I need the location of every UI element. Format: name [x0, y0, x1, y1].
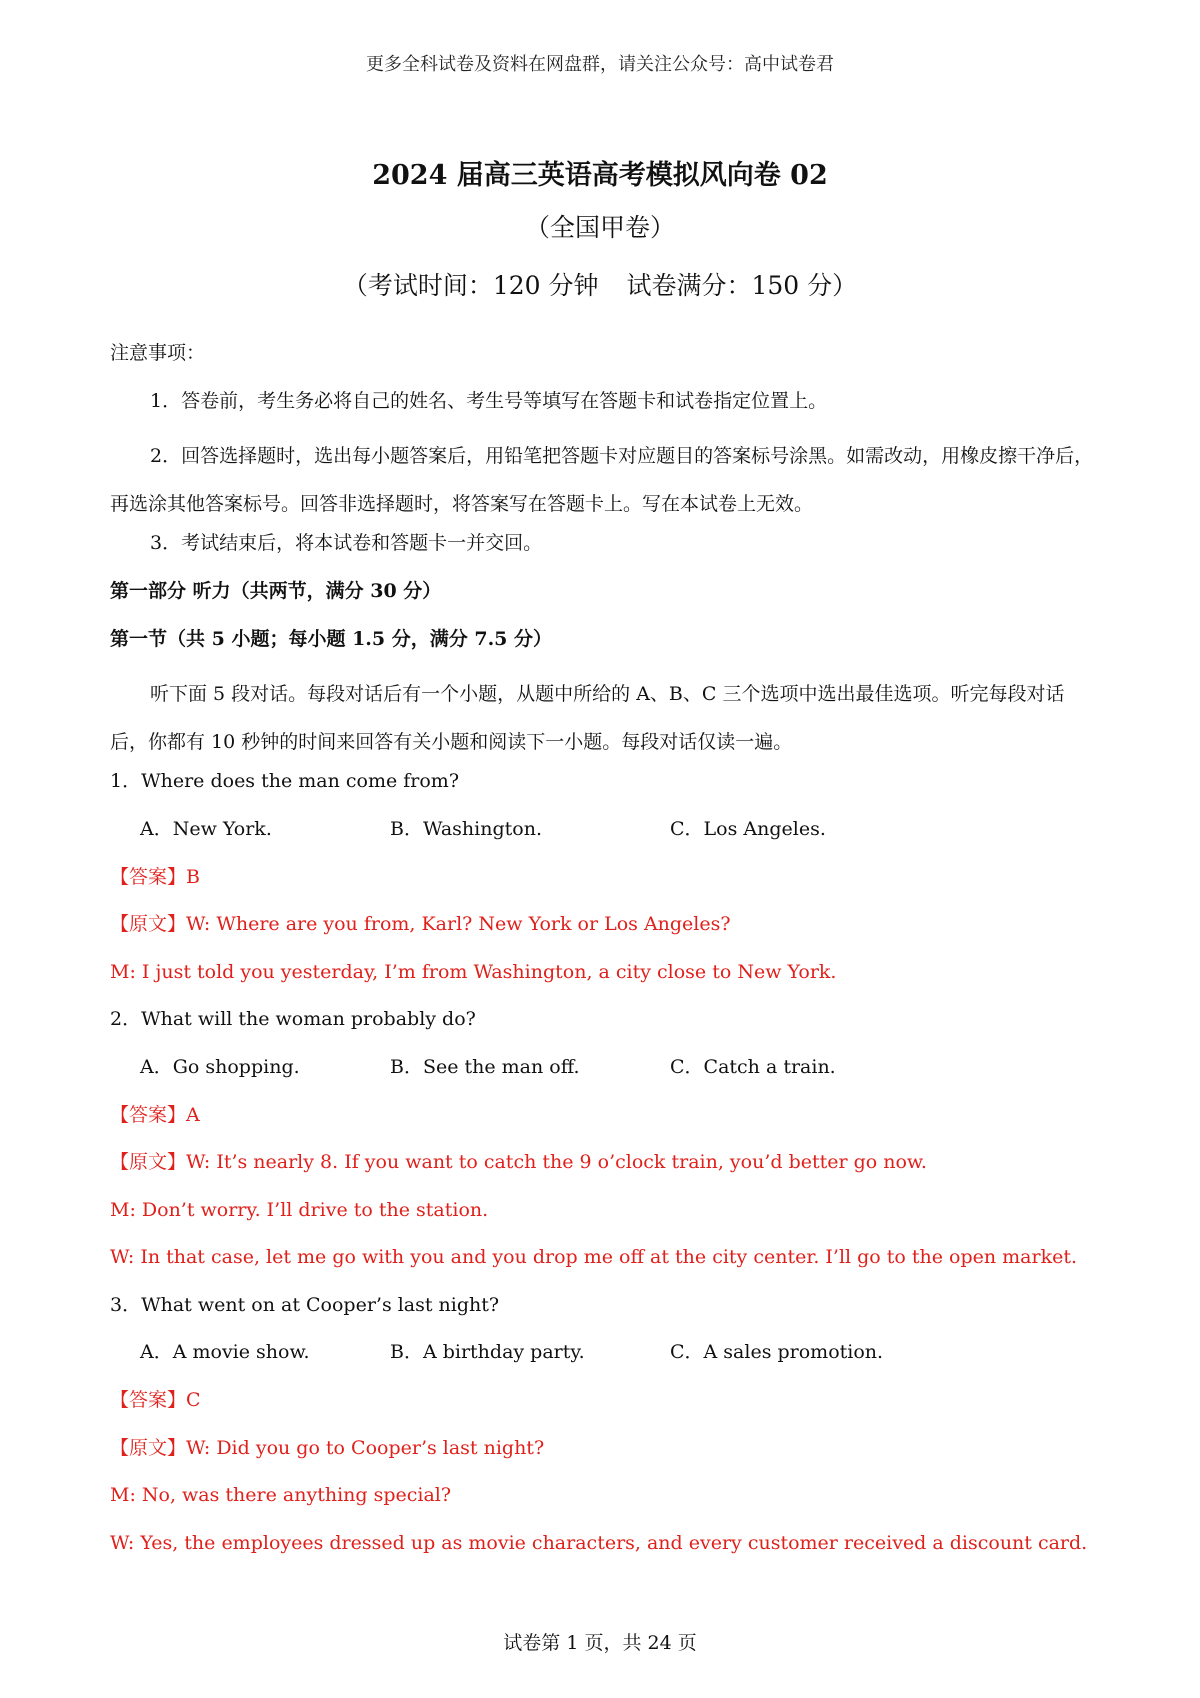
notice-heading: 注意事项：	[110, 342, 206, 364]
option-a: A．A movie show.	[140, 1341, 310, 1364]
transcript-line: 【原文】W: Where are you from, Karl? New York or Los Angeles?	[110, 913, 731, 936]
section1-instructions: 听下面 5 段对话。每段对话后有一个小题，从题中所给的 A、B、C 三个选项中选出最佳选项。听完每段对话后，你都有 10 秒钟的时间来回答有关小题和阅读下一小题。每段对话仅读一遍。	[110, 683, 1065, 753]
transcript-line: M: Don’t worry. I’ll drive to the station.	[110, 1198, 489, 1221]
question-stem: 3．What went on at Cooper’s last night?	[110, 1293, 500, 1316]
option-a: A．Go shopping.	[140, 1055, 300, 1078]
exam-score: 试卷满分：150 分）	[626, 271, 858, 300]
notice-item: 3．考试结束后，将本试卷和答题卡一并交回。	[150, 532, 543, 555]
title-block	[0, 158, 1200, 306]
option-b: B．A birthday party.	[390, 1341, 585, 1364]
header-note: 更多全科试卷及资料在网盘群，请关注公众号：高中试卷君	[366, 54, 834, 75]
exam-time: （考试时间：120 分钟	[342, 271, 599, 300]
option-b: B．Washington.	[390, 817, 542, 840]
answer-key: 【答案】A	[110, 1103, 200, 1126]
notice-item: 2．回答选择题时，选出每小题答案后，用铅笔把答题卡对应题目的答案标号涂黑。如需改动，用橡皮擦干净后，再选涂其他答案标号。回答非选择题时，将答案写在答题卡上。写在本试卷上无效。	[110, 445, 1094, 515]
option-c: C．A sales promotion.	[670, 1341, 884, 1364]
transcript-line: 【原文】W: Did you go to Cooper’s last night?	[110, 1436, 545, 1459]
question-options	[110, 1052, 1100, 1100]
exam-meta	[0, 266, 1200, 306]
option-c: C．Los Angeles.	[670, 817, 826, 840]
section1-heading: 第一节（共 5 小题；每小题 1.5 分，满分 7.5 分）	[110, 627, 553, 650]
option-b: B．See the man off.	[390, 1055, 580, 1078]
transcript-line: W: Yes, the employees dressed up as movie characters, and every customer received a discount card.	[110, 1531, 1088, 1554]
notice-item: 1．答卷前，考生务必将自己的姓名、考生号等填写在答题卡和试卷指定位置上。	[150, 389, 828, 412]
page-footer: 试卷第 1 页，共 24 页	[503, 1632, 697, 1654]
transcript-line: W: In that case, let me go with you and you drop me off at the city center. I’ll go to the open market.	[110, 1246, 1078, 1269]
transcript-line: M: I just told you yesterday, I’m from Washington, a city close to New York.	[110, 960, 837, 983]
question-stem: 2．What will the woman probably do?	[110, 1008, 476, 1031]
transcript-line: M: No, was there anything special?	[110, 1484, 452, 1507]
question-stem: 1．Where does the man come from?	[110, 770, 460, 793]
question-options	[110, 814, 1100, 862]
question-options	[110, 1337, 1100, 1385]
transcript-line: 【原文】W: It’s nearly 8. If you want to catch the 9 o’clock train, you’d better go now.	[110, 1151, 927, 1174]
exam-title: 2024 届高三英语高考模拟风向卷 02	[372, 160, 828, 191]
exam-content	[110, 338, 1100, 1575]
answer-key: 【答案】B	[110, 865, 200, 888]
answer-key: 【答案】C	[110, 1389, 201, 1412]
exam-subtitle: （全国甲卷）	[524, 213, 675, 242]
option-a: A．New York.	[140, 817, 272, 840]
part1-heading: 第一部分 听力（共两节，满分 30 分）	[110, 579, 442, 602]
option-c: C．Catch a train.	[670, 1055, 836, 1078]
